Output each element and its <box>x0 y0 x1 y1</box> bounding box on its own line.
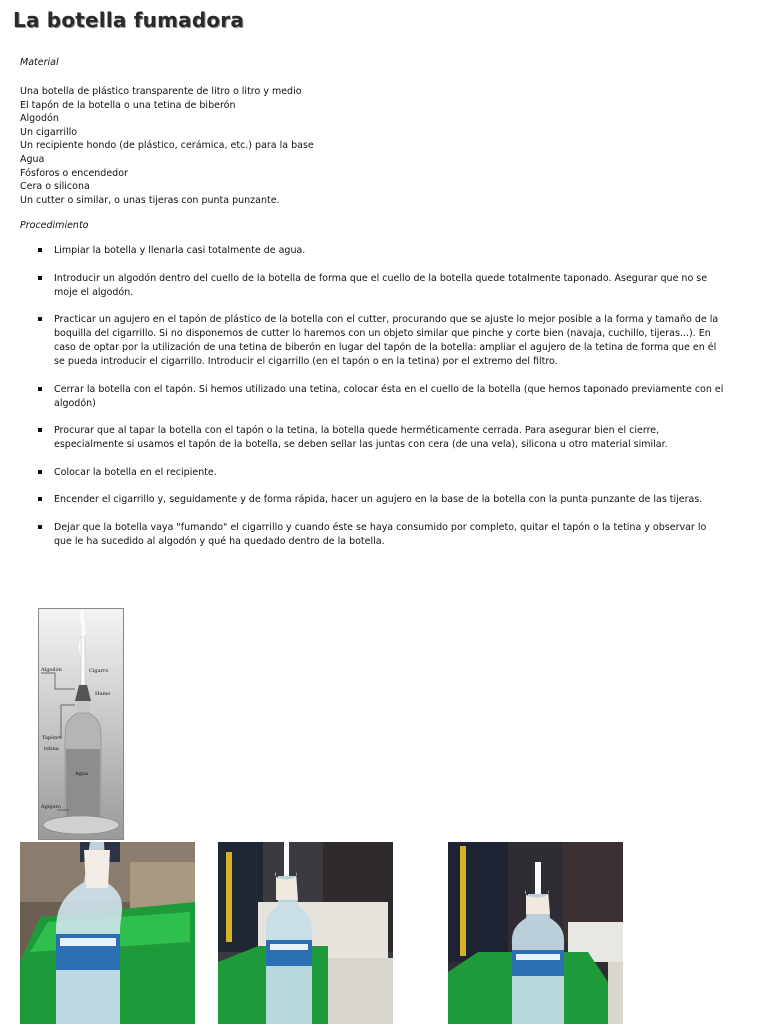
step-item: Limpiar la botella y llenarla casi totalmente de agua. <box>36 244 726 258</box>
materials-list <box>20 85 314 207</box>
procedure-steps <box>36 244 726 562</box>
photo-bottle-1 <box>20 842 195 1024</box>
material-item: Una botella de plástico transparente de litro o litro y medio <box>20 86 302 97</box>
document-title: La botella fumadora <box>13 8 245 32</box>
procedure-heading: Procedimiento <box>20 220 89 231</box>
step-item: Cerrar la botella con el tapón. Si hemos utilizado una tetina, colocar ésta en el cuello de la botella (que hemos taponado previamente con el algodón) <box>36 383 726 411</box>
material-item: Algodón <box>20 113 59 125</box>
material-item: Agua <box>20 153 45 165</box>
step-item: Dejar que la botella vaya "fumando" el cigarrillo y cuando éste se haya consumido por completo, quitar el tapón o la tetina y observar lo que le ha sucedido al algodón y qué ha quedado dentro de la botella. <box>36 521 726 549</box>
label-tapon-2: tetina <box>44 746 59 752</box>
material-item: Fósforos o encendedor <box>20 167 128 179</box>
step-item: Practicar un agujero en el tapón de plástico de la botella con el cutter, procurando que se ajuste lo mejor posible a la forma y tamaño de la boquilla del cigarrillo. Si no disponemos de cutter lo haremos con un objeto similar que pinche y corte bien (navaja, cuchillo, tijeras...). En caso de optar por la utilización de una tetina de biberón en lugar del tapón de la botella: ampliar el agujero de la tetina de forma que en él se pueda introducir el cigarrillo. Introducir el cigarrillo (en el tapón o en la tetina) por el extremo del filtro. <box>36 313 726 369</box>
label-agua: Agua <box>75 771 89 777</box>
step-item: Encender el cigarrillo y, seguidamente y de forma rápida, hacer un agujero en la base de la botella con la punta punzante de las tijeras. <box>36 493 726 507</box>
material-heading: Material <box>20 57 59 68</box>
bottle-diagram <box>38 608 124 840</box>
material-item: Un recipiente hondo (de plástico, cerámica, etc.) para la base <box>20 140 314 152</box>
material-item: Cera o silicona <box>20 181 90 193</box>
step-item: Introducir un algodón dentro del cuello de la botella de forma que el cuello de la botella quede totalmente taponado. Asegurar que no se moje el algodón. <box>36 272 726 300</box>
material-item: Un cigarrillo <box>20 126 78 138</box>
material-item: El tapón de la botella o una tetina de biberón <box>20 99 236 111</box>
label-algodon: Algodón <box>41 667 62 673</box>
photo-bottle-2 <box>218 842 393 1024</box>
photo-bottle-3 <box>448 842 623 1024</box>
step-item: Colocar la botella en el recipiente. <box>36 466 726 480</box>
label-agujero: Agujero <box>41 804 61 810</box>
label-humo: Humo <box>95 691 111 697</box>
step-item: Procurar que al tapar la botella con el tapón o la tetina, la botella quede herméticamente cerrada. Para asegurar bien el cierre, especialmente si usamos el tapón de la botella, se deben sellar las juntas con cera (de una vela), silicona u otro material similar. <box>36 424 726 452</box>
material-item: Un cutter o similar, o unas tijeras con punta punzante. <box>20 194 280 206</box>
label-tapon-1: Tapón o <box>42 735 62 741</box>
label-cigarro: Cigarro <box>89 668 109 674</box>
